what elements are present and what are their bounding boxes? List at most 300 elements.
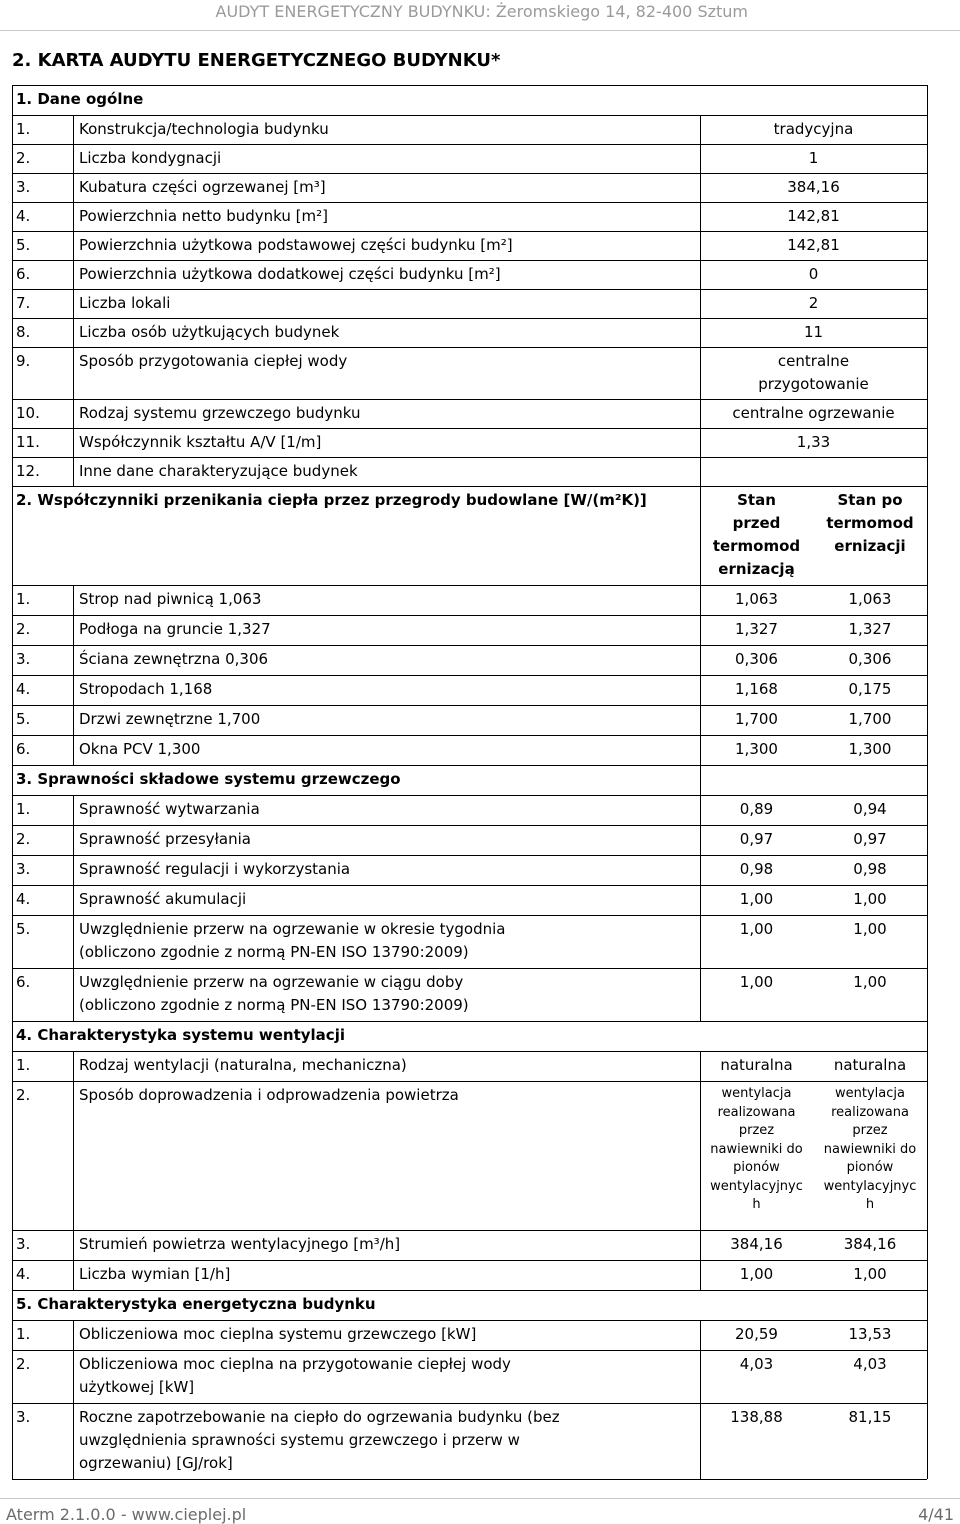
row-number: 1.: [16, 1325, 31, 1343]
column-rule: [700, 231, 701, 260]
row-label: Drzwi zewnętrzne 1,700: [79, 710, 261, 728]
column-rule: [12, 260, 13, 289]
value-after: 81,15: [848, 1408, 892, 1426]
column-rule: [927, 1290, 928, 1320]
column-header-after: Stan po: [837, 491, 903, 509]
value-before-line: h: [752, 1197, 761, 1212]
column-rule: [12, 486, 13, 585]
column-rule: [12, 645, 13, 675]
row-rule: [12, 1350, 927, 1351]
column-rule: [700, 428, 701, 457]
column-rule: [700, 486, 701, 585]
row-number: 5.: [16, 710, 31, 728]
column-rule: [73, 1350, 74, 1403]
row-number: 1.: [16, 1056, 31, 1074]
row-value: 2: [808, 294, 819, 312]
row-rule: [12, 855, 927, 856]
section-title: 5. Charakterystyka energetyczna budynku: [16, 1295, 376, 1313]
column-rule: [927, 85, 928, 115]
column-rule: [73, 825, 74, 855]
column-rule: [73, 115, 74, 144]
column-rule: [73, 289, 74, 318]
value-before-line: wentylacyjnyc: [710, 1178, 803, 1194]
column-rule: [927, 585, 928, 615]
row-label: Sposób doprowadzenia i odprowadzenia powietrza: [79, 1086, 459, 1104]
column-rule: [12, 1230, 13, 1260]
row-label: ogrzewaniu) [GJ/rok]: [79, 1454, 233, 1472]
value-before-line: wentylacja: [721, 1086, 792, 1101]
row-number: 4.: [16, 1265, 31, 1283]
row-label: Sprawność przesyłania: [79, 830, 251, 848]
column-rule: [700, 885, 701, 915]
column-rule: [73, 585, 74, 615]
column-rule: [700, 318, 701, 347]
column-rule: [12, 735, 13, 765]
row-number: 9.: [16, 352, 31, 370]
row-number: 7.: [16, 294, 31, 312]
section-title: 1. Dane ogólne: [16, 90, 144, 108]
row-rule: [12, 231, 927, 232]
column-rule: [12, 318, 13, 347]
row-label: Sprawność regulacji i wykorzystania: [79, 860, 351, 878]
row-rule: [12, 1051, 927, 1052]
column-rule: [12, 173, 13, 202]
row-label: Sposób przygotowania ciepłej wody: [79, 352, 348, 370]
column-rule: [73, 144, 74, 173]
value-after-line: przez: [852, 1123, 888, 1138]
row-label: (obliczono zgodnie z normą PN-EN ISO 13790:2009): [79, 996, 469, 1014]
column-rule: [12, 231, 13, 260]
row-number: 12.: [16, 462, 40, 480]
value-after: 1,327: [848, 620, 892, 638]
value-before: naturalna: [720, 1056, 793, 1074]
column-rule: [700, 399, 701, 428]
row-value: 11: [803, 323, 824, 341]
row-number: 4.: [16, 680, 31, 698]
value-before: 0,306: [735, 650, 778, 668]
row-number: 8.: [16, 323, 31, 341]
column-rule: [12, 675, 13, 705]
column-rule: [927, 289, 928, 318]
column-rule: [927, 428, 928, 457]
row-rule: [12, 615, 927, 616]
row-value: 142,81: [787, 207, 840, 225]
column-rule: [927, 457, 928, 486]
column-rule: [12, 399, 13, 428]
column-rule: [12, 855, 13, 885]
column-rule: [927, 347, 928, 399]
row-label: Inne dane charakteryzujące budynek: [79, 462, 358, 480]
row-value: przygotowanie: [758, 375, 869, 393]
row-number: 1.: [16, 590, 31, 608]
column-rule: [12, 202, 13, 231]
column-rule: [927, 735, 928, 765]
column-rule: [927, 1081, 928, 1230]
row-rule: [12, 645, 927, 646]
row-number: 4.: [16, 207, 31, 225]
column-rule: [73, 675, 74, 705]
row-rule: [12, 1021, 927, 1022]
row-number: 5.: [16, 236, 31, 254]
column-rule: [12, 795, 13, 825]
column-rule: [700, 765, 701, 795]
column-rule: [700, 1403, 701, 1479]
column-rule: [700, 735, 701, 765]
value-after: 1,00: [853, 1265, 887, 1283]
row-value: 142,81: [787, 236, 840, 254]
row-number: 2.: [16, 149, 31, 167]
value-after-line: wentylacja: [835, 1086, 905, 1101]
row-rule: [12, 85, 927, 86]
row-rule: [12, 318, 927, 319]
column-rule: [700, 115, 701, 144]
row-rule: [12, 260, 927, 261]
value-after: 0,98: [853, 860, 887, 878]
row-label: Współczynnik kształtu A/V [1/m]: [79, 433, 322, 451]
row-label: uwzględnienia sprawności systemu grzewczego i przerw w: [79, 1431, 520, 1449]
column-rule: [927, 795, 928, 825]
column-rule: [927, 855, 928, 885]
column-header-before: przed: [732, 514, 781, 532]
column-rule: [700, 645, 701, 675]
column-rule: [700, 1260, 701, 1290]
value-after: 1,063: [848, 590, 892, 608]
row-label: Sprawność wytwarzania: [79, 800, 260, 818]
column-rule: [12, 115, 13, 144]
column-rule: [700, 705, 701, 735]
value-before: 0,97: [739, 830, 774, 848]
column-rule: [927, 1021, 928, 1051]
row-rule: [12, 1081, 927, 1082]
page-number: 4/41: [918, 1505, 954, 1524]
column-rule: [12, 1403, 13, 1479]
row-rule: [12, 428, 927, 429]
row-number: 11.: [16, 433, 40, 451]
column-rule: [73, 1403, 74, 1479]
value-before: 1,300: [735, 740, 778, 758]
column-rule: [73, 735, 74, 765]
column-rule: [12, 615, 13, 645]
column-rule: [12, 1320, 13, 1350]
value-after-line: wentylacyjnyc: [823, 1178, 917, 1194]
column-rule: [73, 885, 74, 915]
row-number: 2.: [16, 830, 31, 848]
value-before-line: realizowana: [717, 1104, 796, 1120]
column-rule: [73, 173, 74, 202]
row-number: 10.: [16, 404, 40, 422]
column-rule: [73, 428, 74, 457]
column-rule: [700, 1051, 701, 1081]
column-rule: [73, 615, 74, 645]
column-rule: [73, 855, 74, 885]
value-after: 0,175: [848, 680, 892, 698]
value-after: 13,53: [848, 1325, 892, 1343]
row-rule: [12, 1230, 927, 1231]
column-rule: [700, 457, 701, 486]
value-after-line: nawiewniki do: [823, 1141, 917, 1157]
column-rule: [12, 1051, 13, 1081]
column-rule: [73, 1081, 74, 1230]
column-rule: [927, 1230, 928, 1260]
row-number: 4.: [16, 890, 31, 908]
value-after: 0,306: [848, 650, 892, 668]
column-rule: [12, 289, 13, 318]
value-after: 384,16: [843, 1235, 897, 1253]
column-rule: [73, 915, 74, 968]
value-before: 1,700: [735, 710, 778, 728]
row-value: 1: [808, 149, 819, 167]
row-label: Liczba osób użytkujących budynek: [79, 323, 340, 341]
column-rule: [700, 202, 701, 231]
column-header-after: termomod: [826, 514, 914, 532]
row-rule: [12, 289, 927, 290]
row-rule: [12, 825, 927, 826]
column-rule: [73, 202, 74, 231]
row-rule: [12, 1479, 927, 1480]
value-before: 0,98: [739, 860, 774, 878]
section-title: 3. Sprawności składowe systemu grzewczego: [16, 770, 401, 788]
column-rule: [73, 347, 74, 399]
row-number: 6.: [16, 265, 31, 283]
value-before: 1,00: [739, 890, 774, 908]
column-rule: [12, 915, 13, 968]
value-before: 1,063: [735, 590, 778, 608]
column-rule: [927, 1350, 928, 1403]
row-number: 3.: [16, 650, 31, 668]
column-rule: [73, 1260, 74, 1290]
column-rule: [927, 968, 928, 1021]
column-rule: [12, 1290, 13, 1320]
value-before-line: pionów: [733, 1160, 780, 1175]
value-before: 1,00: [739, 920, 774, 938]
column-rule: [927, 705, 928, 735]
column-rule: [927, 231, 928, 260]
column-rule: [700, 1350, 701, 1403]
row-rule: [12, 1260, 927, 1261]
column-rule: [700, 968, 701, 1021]
row-label: użytkowej [kW]: [79, 1378, 195, 1396]
column-rule: [73, 231, 74, 260]
footer-rule: [0, 1498, 960, 1499]
value-after: 1,300: [848, 740, 892, 758]
row-rule: [12, 1320, 927, 1321]
row-rule: [12, 1403, 927, 1404]
row-label: Okna PCV 1,300: [79, 740, 201, 758]
row-number: 5.: [16, 920, 31, 938]
column-rule: [927, 1320, 928, 1350]
row-rule: [12, 144, 927, 145]
column-rule: [700, 1230, 701, 1260]
value-before: 138,88: [730, 1408, 783, 1426]
column-rule: [73, 1320, 74, 1350]
column-rule: [927, 825, 928, 855]
column-rule: [927, 765, 928, 795]
row-rule: [12, 795, 927, 796]
column-rule: [700, 347, 701, 399]
value-before: 1,327: [735, 620, 778, 638]
column-rule: [927, 615, 928, 645]
column-rule: [700, 1320, 701, 1350]
value-before: 1,168: [735, 680, 778, 698]
row-label: Powierzchnia użytkowa podstawowej części budynku [m²]: [79, 236, 513, 254]
column-rule: [927, 399, 928, 428]
row-number: 6.: [16, 973, 31, 991]
row-rule: [12, 347, 927, 348]
section-title: 4. Charakterystyka systemu wentylacji: [16, 1026, 345, 1044]
row-number: 3.: [16, 1235, 31, 1253]
row-label: Kubatura części ogrzewanej [m³]: [79, 178, 326, 196]
row-rule: [12, 202, 927, 203]
value-after-line: realizowana: [831, 1104, 909, 1120]
row-label: Liczba kondygnacji: [79, 149, 222, 167]
row-rule: [12, 585, 927, 586]
row-number: 3.: [16, 860, 31, 878]
value-before-line: nawiewniki do: [710, 1141, 803, 1157]
column-rule: [700, 915, 701, 968]
row-rule: [12, 457, 927, 458]
column-header-before: termomod: [712, 537, 801, 555]
column-rule: [12, 885, 13, 915]
row-label: Liczba wymian [1/h]: [79, 1265, 231, 1283]
row-label: Strop nad piwnicą 1,063: [79, 590, 262, 608]
document-title: 2. KARTA AUDYTU ENERGETYCZNEGO BUDYNKU*: [12, 50, 501, 71]
row-label: Podłoga na gruncie 1,327: [79, 620, 271, 638]
row-label: Uwzględnienie przerw na ogrzewanie w ciągu doby: [79, 973, 464, 991]
row-rule: [12, 399, 927, 400]
running-header: AUDYT ENERGETYCZNY BUDYNKU: Żeromskiego 14, 82-400 Sztum: [215, 2, 748, 21]
column-rule: [12, 1081, 13, 1230]
column-rule: [73, 399, 74, 428]
column-header-after: ernizacji: [834, 537, 906, 555]
column-rule: [927, 202, 928, 231]
column-header-before: ernizacją: [718, 560, 795, 578]
column-rule: [73, 457, 74, 486]
value-before-line: przez: [738, 1123, 775, 1138]
column-rule: [73, 318, 74, 347]
row-label: (obliczono zgodnie z normą PN-EN ISO 13790:2009): [79, 943, 469, 961]
row-label: Rodzaj wentylacji (naturalna, mechaniczna): [79, 1056, 407, 1074]
row-label: Roczne zapotrzebowanie na ciepło do ogrzewania budynku (bez: [79, 1408, 560, 1426]
value-after: 0,94: [853, 800, 887, 818]
row-value: 384,16: [787, 178, 840, 196]
row-label: Powierzchnia użytkowa dodatkowej części budynku [m²]: [79, 265, 501, 283]
row-label: Powierzchnia netto budynku [m²]: [79, 207, 328, 225]
row-rule: [12, 115, 927, 116]
column-rule: [700, 675, 701, 705]
value-after-line: pionów: [846, 1160, 894, 1175]
row-label: Konstrukcja/technologia budynku: [79, 120, 329, 138]
column-rule: [927, 885, 928, 915]
value-before: 4,03: [739, 1355, 774, 1373]
column-rule: [700, 260, 701, 289]
column-rule: [700, 289, 701, 318]
column-rule: [12, 968, 13, 1021]
column-rule: [700, 825, 701, 855]
header-rule: [0, 30, 960, 31]
row-label: Rodzaj systemu grzewczego budynku: [79, 404, 361, 422]
column-rule: [73, 795, 74, 825]
column-rule: [73, 645, 74, 675]
column-rule: [12, 85, 13, 115]
column-rule: [927, 260, 928, 289]
column-rule: [12, 428, 13, 457]
column-rule: [12, 825, 13, 855]
row-label: Obliczeniowa moc cieplna na przygotowanie ciepłej wody: [79, 1355, 511, 1373]
column-rule: [927, 1260, 928, 1290]
row-rule: [12, 173, 927, 174]
column-rule: [700, 144, 701, 173]
row-value: centralne ogrzewanie: [732, 404, 895, 422]
value-after: 1,00: [853, 973, 887, 991]
row-number: 2.: [16, 1086, 31, 1104]
column-rule: [12, 347, 13, 399]
column-rule: [12, 585, 13, 615]
column-rule: [927, 645, 928, 675]
row-value: centralne: [777, 352, 850, 370]
column-rule: [700, 615, 701, 645]
column-rule: [927, 915, 928, 968]
column-rule: [927, 675, 928, 705]
value-before: 0,89: [739, 800, 774, 818]
row-rule: [12, 968, 927, 969]
column-rule: [12, 1350, 13, 1403]
column-rule: [927, 1403, 928, 1479]
column-rule: [927, 115, 928, 144]
row-number: 3.: [16, 1408, 31, 1426]
column-rule: [700, 855, 701, 885]
column-rule: [700, 585, 701, 615]
row-label: Uwzględnienie przerw na ogrzewanie w okresie tygodnia: [79, 920, 506, 938]
row-number: 2.: [16, 1355, 31, 1373]
column-rule: [73, 1051, 74, 1081]
column-rule: [73, 1230, 74, 1260]
value-after: naturalna: [833, 1056, 907, 1074]
value-after-line: h: [865, 1197, 875, 1212]
row-rule: [12, 885, 927, 886]
column-rule: [12, 457, 13, 486]
section-title: 2. Współczynniki przenikania ciepła przez przegrody budowlane [W/(m²K)]: [16, 491, 647, 509]
column-rule: [12, 1021, 13, 1051]
value-before: 20,59: [735, 1325, 778, 1343]
value-before: 1,00: [739, 973, 774, 991]
row-label: Sprawność akumulacji: [79, 890, 247, 908]
column-header-before: Stan: [737, 491, 776, 509]
value-after: 4,03: [853, 1355, 887, 1373]
row-rule: [12, 705, 927, 706]
row-rule: [12, 915, 927, 916]
row-number: 3.: [16, 178, 31, 196]
value-before: 384,16: [730, 1235, 783, 1253]
row-value: tradycyjna: [773, 120, 854, 138]
row-rule: [12, 675, 927, 676]
value-after: 1,700: [848, 710, 892, 728]
column-rule: [73, 705, 74, 735]
row-rule: [12, 765, 927, 766]
row-rule: [12, 1290, 927, 1291]
column-rule: [700, 795, 701, 825]
row-label: Ściana zewnętrzna 0,306: [79, 650, 269, 668]
row-number: 6.: [16, 740, 31, 758]
row-label: Strumień powietrza wentylacyjnego [m³/h]: [79, 1235, 401, 1253]
column-rule: [73, 968, 74, 1021]
value-before: 1,00: [739, 1265, 774, 1283]
column-rule: [700, 173, 701, 202]
column-rule: [927, 173, 928, 202]
column-rule: [927, 144, 928, 173]
row-label: Stropodach 1,168: [79, 680, 213, 698]
column-rule: [927, 486, 928, 585]
row-label: Liczba lokali: [79, 294, 171, 312]
